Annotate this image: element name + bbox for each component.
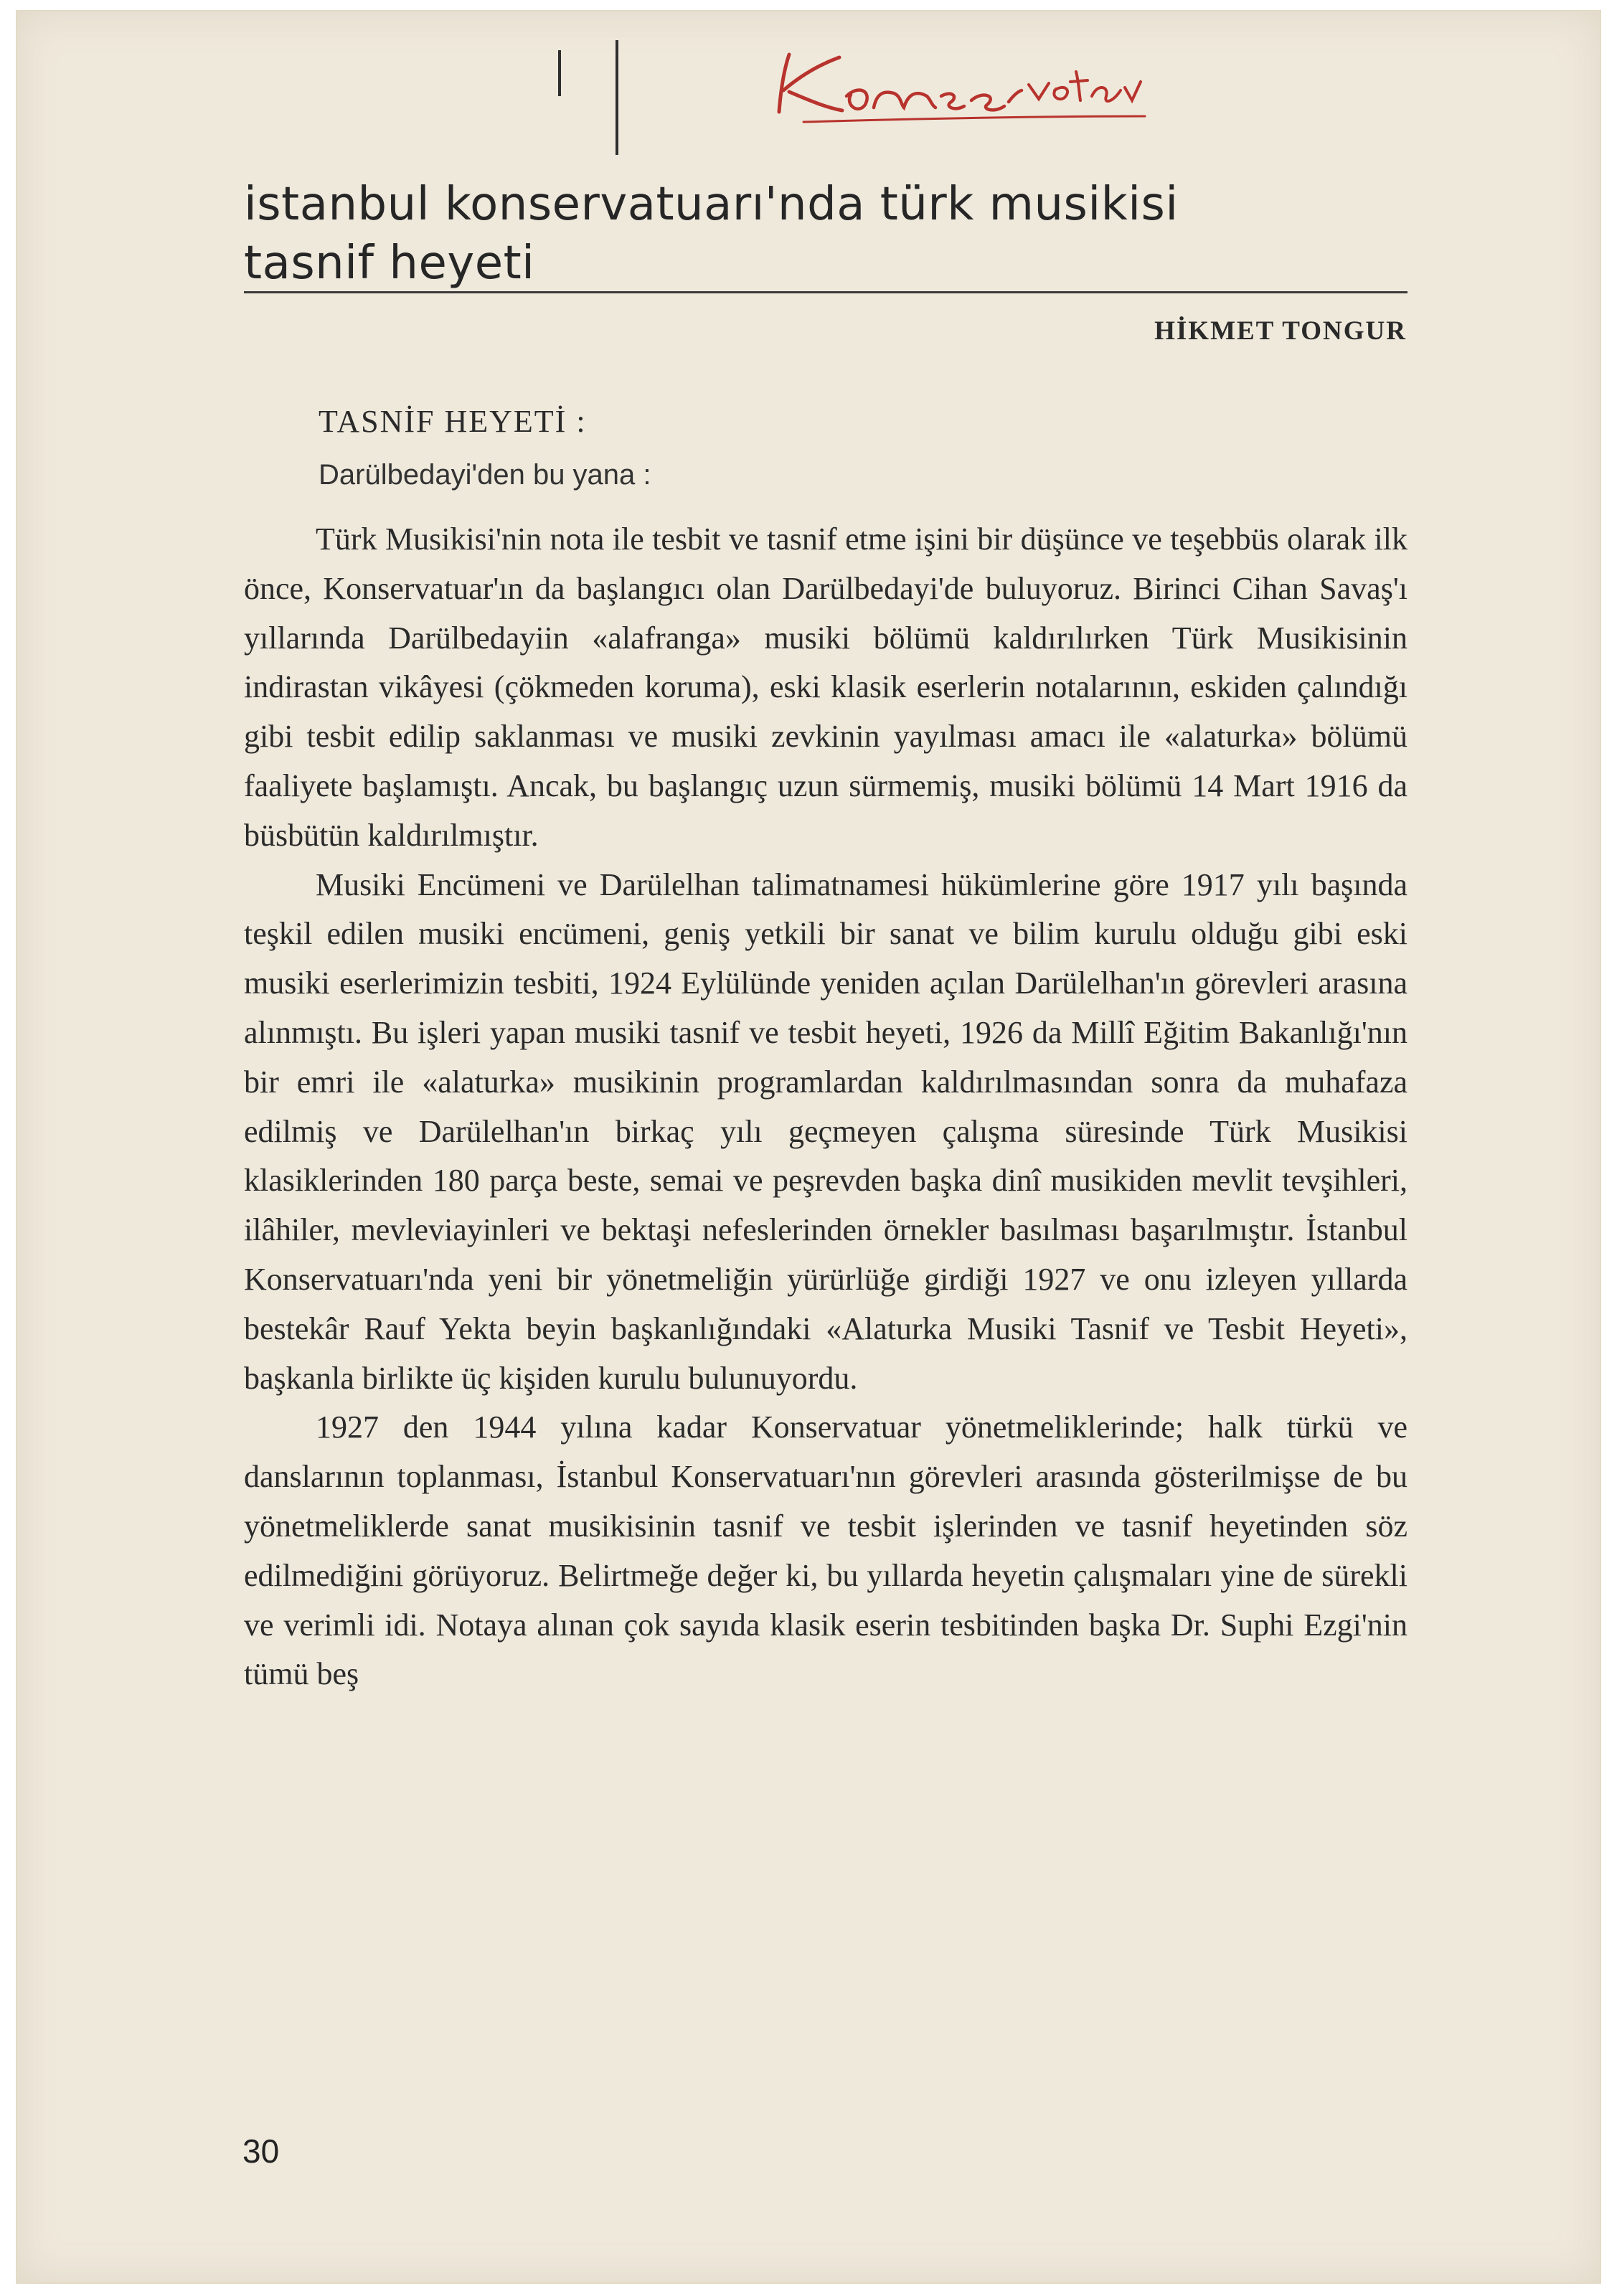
article-title — [244, 175, 1406, 293]
title-line-1: istanbul konservatuarı'nda türk musikisi — [244, 178, 1179, 231]
section-subheading: Darülbedayi'den bu yana : — [319, 459, 651, 491]
title-divider — [244, 291, 1408, 293]
title-line-2: tasnif heyeti — [244, 237, 535, 290]
page-number: 30 — [242, 2132, 280, 2170]
handwritten-note-icon — [502, 22, 1148, 143]
author-name: HİKMET TONGUR — [1154, 316, 1407, 346]
paragraph-1: Türk Musikisi'nin nota ile tesbit ve tasnif etme işini bir düşünce ve teşebbüs olarak ilk önce, Konservatuar'ın da başlangıcı olan Darülbedayi'de buluyoruz. Birinci Cihan Savaş'ı yıllarında Darülbedayiin «alafranga» musiki bölümü kaldırılırken Türk Musikisinin indirastan vikâyesi (çökmeden koruma), eski klasik eserlerin notalarının, eskiden çalındığı gibi tesbit edilip saklanması ve musiki zevkinin yayılması amacı ile «alaturka» bölümü faaliyete başlamıştı. Ancak, bu başlangıç uzun sürmemiş, musiki bölümü 14 Mart 1916 da büsbütün kaldırılmıştır. — [244, 521, 1408, 853]
paragraph-2: Musiki Encümeni ve Darülelhan talimatnamesi hükümlerine göre 1917 yılı başında teşkil edilen musiki encümeni, geniş yetkili bir sanat ve bilim kurulu olduğu gibi eski musiki eserlerimizin tesbiti, 1924 Eylülünde yeniden açılan Darülelhan'ın görevleri arasına alınmıştı. Bu işleri yapan musiki tasnif ve tesbit heyeti, 1926 da Millî Eğitim Bakanlığı'nın bir emri ile «alaturka» musikinin programlardan kaldırılmasından sonra da muhafaza edilmiş ve Darülelhan'ın birkaç yılı geçmeyen çalışma süresinde Türk Musikisi klasiklerinden 180 parça beste, semai ve peşrevden başka dinî musikiden mevlit tevşihleri, ilâhiler, mevleviayinleri ve bektaşi nefeslerinden örnekler basılması başarılmıştır. İstanbul Konservatuarı'nda yeni bir yönetmeliğin yürürlüğe girdiği 1927 ve onu izleyen yıllarda bestekâr Rauf Yekta beyin başkanlığındaki «Alaturka Musiki Tasnif ve Tesbit Heyeti», başkanla birlikte üç kişiden kurulu bulunuyordu. — [244, 866, 1408, 1396]
paragraph-3: 1927 den 1944 yılına kadar Konservatuar yönetmeliklerinde; halk türkü ve danslarının toplanması, İstanbul Konservatuarı'nın görevleri arasında gösterilmişse de bu yönetmeliklerde sanat musikisinin tasnif ve tesbit işlerinden ve tasnif heyetinden söz edilmediğini görüyoruz. Belirtmeğe değer ki, bu yıllarda heyetin çalışmaları yine de sürekli ve verimli idi. Notaya alınan çok sayıda klasik eserin tesbitinden başka Dr. Suphi Ezgi'nin tümü beş — [244, 1409, 1408, 1692]
section-heading: TASNİF HEYETİ : — [319, 404, 587, 439]
article-body — [244, 515, 1408, 1699]
